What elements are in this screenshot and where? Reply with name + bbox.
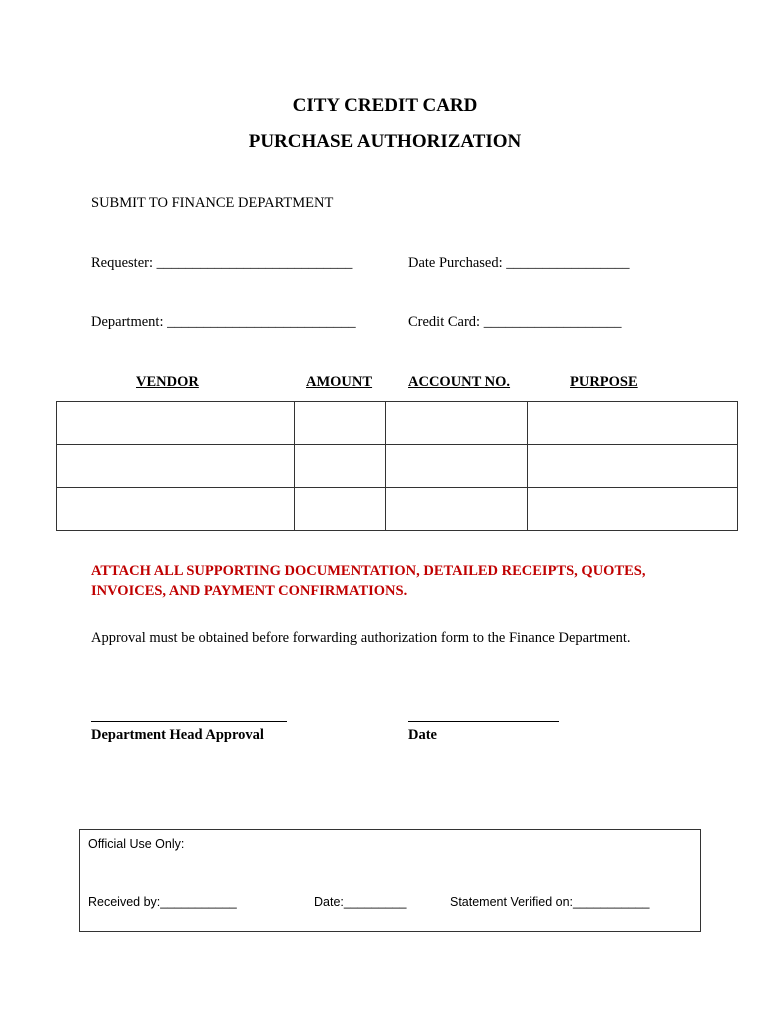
official-date-field[interactable]: Date:_________ — [314, 895, 407, 909]
vendor-cell[interactable] — [57, 445, 295, 488]
table-row — [57, 488, 738, 531]
official-use-heading: Official Use Only: — [88, 837, 185, 851]
requester-field[interactable]: Requester: ___________________________ — [91, 255, 353, 271]
table-row — [57, 402, 738, 445]
purpose-cell[interactable] — [528, 402, 738, 445]
received-by-field[interactable]: Received by:___________ — [88, 895, 237, 909]
department-head-signature-line[interactable] — [91, 721, 287, 722]
date-signature-line[interactable] — [408, 721, 559, 722]
amount-cell[interactable] — [295, 402, 386, 445]
column-header-purpose: PURPOSE — [570, 374, 638, 390]
purpose-cell[interactable] — [528, 488, 738, 531]
purpose-cell[interactable] — [528, 445, 738, 488]
documentation-notice-line1: ATTACH ALL SUPPORTING DOCUMENTATION, DETAILED RECEIPTS, QUOTES, — [91, 563, 646, 579]
amount-cell[interactable] — [295, 445, 386, 488]
approval-instruction: Approval must be obtained before forwarding authorization form to the Finance Department. — [91, 630, 631, 646]
date-purchased-field[interactable]: Date Purchased: _________________ — [408, 255, 630, 271]
column-header-account-no: ACCOUNT NO. — [408, 374, 511, 390]
official-use-box — [79, 829, 701, 932]
column-header-vendor: VENDOR — [136, 374, 199, 390]
vendor-cell[interactable] — [57, 402, 295, 445]
account-no-cell[interactable] — [386, 402, 528, 445]
table-row — [57, 445, 738, 488]
vendor-cell[interactable] — [57, 488, 295, 531]
account-no-cell[interactable] — [386, 488, 528, 531]
date-label: Date — [408, 727, 437, 743]
column-header-amount: AMOUNT — [306, 374, 373, 390]
form-title-line2: PURCHASE AUTHORIZATION — [248, 131, 522, 152]
form-title-line1: CITY CREDIT CARD — [292, 95, 478, 116]
statement-verified-field[interactable]: Statement Verified on:___________ — [450, 895, 650, 909]
amount-cell[interactable] — [295, 488, 386, 531]
department-head-approval-label: Department Head Approval — [91, 727, 264, 743]
department-field[interactable]: Department: __________________________ — [91, 314, 356, 330]
account-no-cell[interactable] — [386, 445, 528, 488]
documentation-notice-line2: INVOICES, AND PAYMENT CONFIRMATIONS. — [91, 583, 408, 599]
submit-instruction: SUBMIT TO FINANCE DEPARTMENT — [91, 195, 334, 211]
purchase-items-table — [56, 401, 738, 531]
credit-card-field[interactable]: Credit Card: ___________________ — [408, 314, 622, 330]
